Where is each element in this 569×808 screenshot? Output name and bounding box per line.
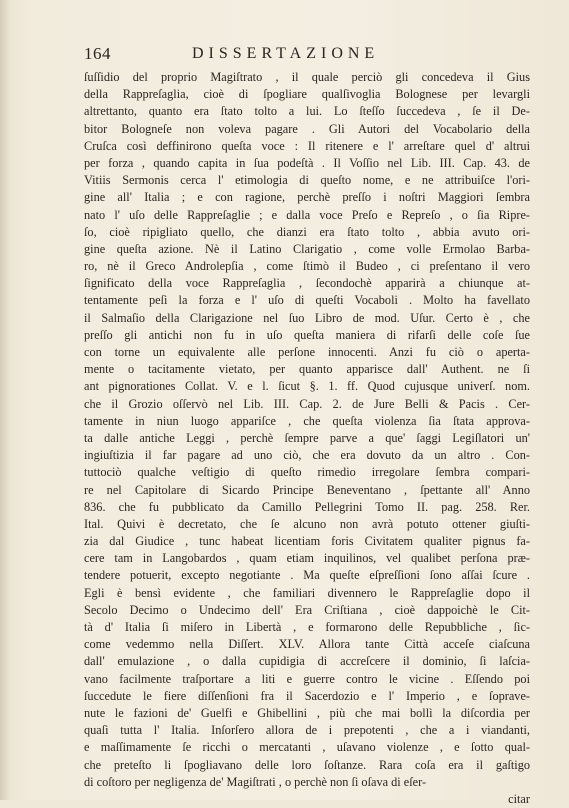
text-line: tamente in niun luogo appariſce , che queſta violenza ſia ſtata approva- (84, 413, 530, 428)
text-line: bitor Bologneſe non voleva pagare . Gli Autori del Vocabolario della (84, 121, 530, 136)
text-line: che preteſto li ſpogliavano delle loro ſoſtanze. Rara coſa era il gaſtigo (84, 757, 530, 772)
text-line: gine all' Italia ; e con ragione, perchè preſſo i noſtri Maggiori ſembra (84, 190, 530, 205)
text-line: tuttociò qualche veſtigio di queſto rimedio irregolare ſembra compari- (84, 465, 530, 480)
text-line: ſuccedute le fiere diſſenſioni fra il Sacerdozio e l' Imperio , e ſoprave- (84, 688, 530, 703)
text-line: come vedemmo nella Diſſert. XLV. Allora tante Città acceſe ciaſcuna (84, 637, 530, 652)
text-line: Cruſca così deffinirono queſta voce : Il ritenere e l' arreſtare quel d' altrui (84, 138, 530, 153)
text-line: Secolo Decimo o Undecimo dell' Era Criſtiana , cioè dappoichè le Cit- (84, 602, 530, 617)
text-line: cere tam in Langobardos , quam etiam inquilinos, vel qualibet perſona præ- (84, 551, 530, 566)
text-line: ſignificato della voce Rappreſaglia , ſecondochè apparirà a chiunque at- (84, 276, 530, 291)
gutter-shadow (0, 0, 10, 800)
text-line: mente o tacitamente vietato, per quanto apparisce dall' Authent. ne ſi (84, 362, 530, 377)
text-line: di coſtoro per negligenza de' Magiſtrati , o perchè non ſi oſava di eſer- (84, 774, 427, 789)
text-line: quaſi tutta l' Italia. Inſorſero allora de i prepotenti , che a i viandanti, (84, 723, 530, 738)
text-line: il Salmaſio della Clarigazione nel ſuo Libro de mod. Uſur. Certo è , che (84, 310, 530, 325)
text-line: ingiuſtizia il far pagare ad uno ciò, che era dovuto da un altro . Con- (84, 448, 530, 463)
text-line: per forza , quando capita in ſua podeſtà . Il Voſſio nel Lib. III. Cap. 43. de (84, 155, 530, 170)
catchword: citar (508, 791, 530, 806)
text-line: con torne un equivalente alle perſone innocenti. Anzi fu ciò o aperta- (84, 345, 530, 359)
text-line: tà d' Italia ſi miſero in Libertà , e formarono delle Repubbliche , ſic- (84, 620, 530, 634)
text-line: nute le fazioni de' Guelfi e Ghibellini , più che mai bollì la diſcordia per (84, 705, 530, 720)
text-line: ſuſſidio del proprio Magiſtrato , il quale perciò gli concedeva il Gius (84, 70, 530, 84)
body-text (84, 69, 530, 808)
text-line: preſſo gli antichi non fu in uſo queſta maniera di rifarſi delle coſe ſue (84, 327, 530, 342)
text-line: della Rappreſaglia, cioè di ſpogliare qualſivoglia Bolognese per levargli (84, 87, 530, 102)
text-line: ſo, cioè ripigliato quello, che dianzi era ſtato tolto , abbia avuto ori- (84, 224, 530, 239)
text-line: Vitiis Sermonis cerca l' etimologia di queſto nome, e ne attribuiſce l'ori- (84, 173, 530, 188)
page-number: 164 (84, 44, 111, 63)
page-header (84, 44, 532, 66)
text-line: nato l' uſo delle Rappreſaglie ; e dalla voce Preſo e Repreſo , o ſia Ripre- (84, 207, 530, 222)
text-line: tentamente peſi la forza e l' uſo di queſti Vocaboli . Molto ha favellato (84, 293, 530, 308)
text-line: e maſſimamente ſe ricchi o mercatanti , uſavano violenze , e ſotto qual- (84, 740, 530, 755)
text-line: Ital. Quivi è decretato, che ſe alcuno non avrà potuto ottener giuſti- (84, 516, 530, 531)
text-line: vano facilmente traſportare a liti e guerre contro le vicine . Eſſendo poi (84, 671, 530, 686)
running-title: DISSERTAZIONE (192, 45, 380, 62)
text-line: zia dal Giudice , tunc habeat licentiam foris Civitatem qualiter pignus fa- (84, 534, 530, 549)
text-line: che il Grozio oſſervò nel Lib. III. Cap. 2. de Jure Belli & Pacis . Cer- (84, 396, 530, 411)
text-line: re nel Capitolare di Sicardo Principe Beneventano , ſpettante all' Anno (84, 482, 530, 497)
text-line: gine queſta azione. Nè il Latino Clarigatio , come volle Ermolao Barba- (84, 241, 530, 256)
text-line: dall' emulazione , o dalla cupidigia di accreſcere il dominio, ſi laſcia- (84, 654, 530, 669)
text-line: ant pignorationes Collat. V. e l. ſicut §. 1. ff. Quod cujusque univerſ. nom. (84, 379, 530, 394)
text-line: 836. che fu pubblicato da Camillo Pellegrini Tomo II. pag. 258. Rer. (84, 499, 530, 514)
text-line: ta dalle antiche Leggi , perchè ſempre parve a que' ſaggi Legiſlatori un' (84, 430, 530, 445)
text-line: tendere potuerit, excepto negotiante . Ma queſte eſpreſſioni ſono aſſai ſcure . (84, 568, 530, 583)
text-line: altrettanto, quanto era ſtato tolto a lui. Lo ſteſſo ſuccedeva , ſe il De- (84, 104, 530, 119)
text-line: Egli è bensì evidente , che familiari divennero le Rappreſaglie dopo il (84, 585, 530, 600)
text-line: ro, nè il Greco Androlepſia , come ſtimò il Budeo , ci preſentano il vero (84, 259, 530, 274)
